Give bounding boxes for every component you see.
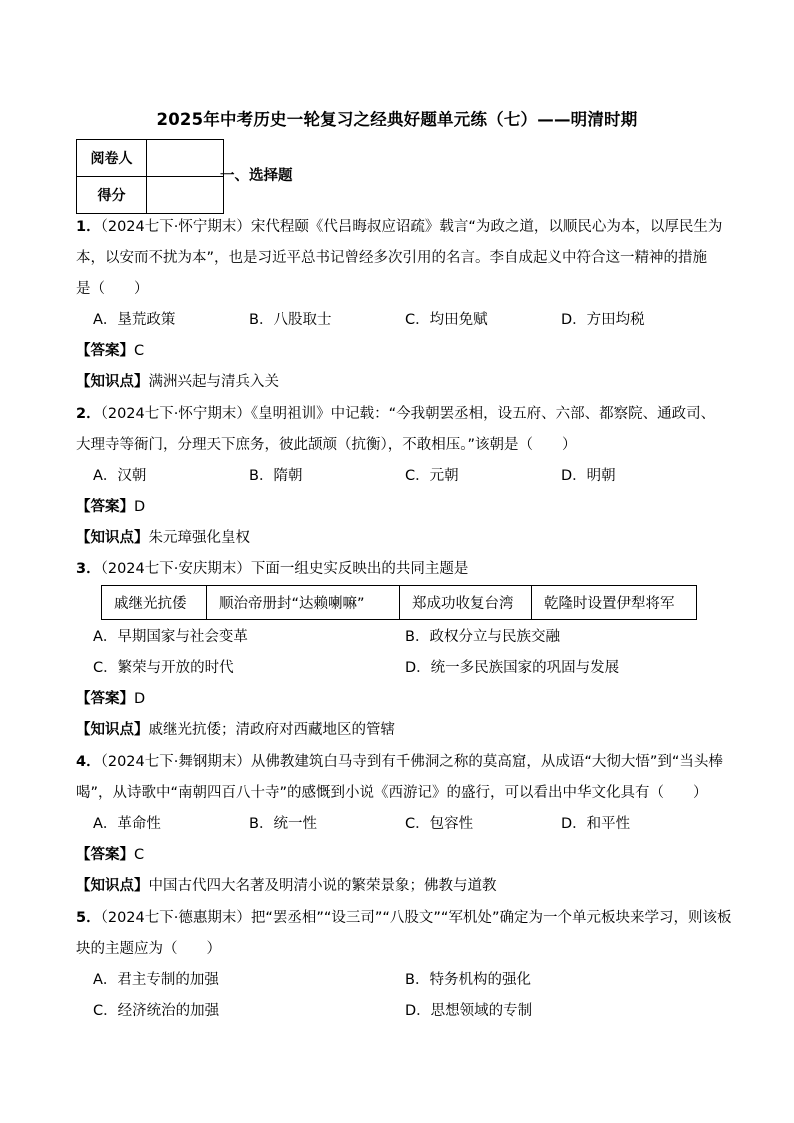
- question-2: [76, 404, 715, 424]
- question-source: （2024七下·怀宁期末）: [100, 219, 251, 235]
- question-number: 3．: [76, 561, 101, 577]
- option-b[interactable]: B．特务机构的强化: [405, 972, 531, 988]
- question-number: 2．: [76, 406, 101, 422]
- question-text: 下面一组史实反映出的共同主题是: [250, 561, 469, 577]
- knowledge-label: 【知识点】: [76, 374, 149, 390]
- option-b[interactable]: B．政权分立与民族交融: [405, 629, 560, 645]
- answer-value: C: [134, 343, 145, 359]
- option-c[interactable]: C．均田免赋: [405, 312, 488, 328]
- knowledge-value: 满洲兴起与清兵入关: [148, 374, 279, 390]
- knowledge-value: 中国古代四大名著及明清小说的繁荣景象；佛教与道教: [148, 878, 497, 894]
- table-cell: 郑成功收复台湾: [400, 586, 532, 620]
- grader-label: 阅卷人: [77, 140, 147, 177]
- question-source: （2024七下·舞钢期末）: [100, 754, 251, 770]
- option-c[interactable]: C．繁荣与开放的时代: [93, 660, 234, 676]
- option-d[interactable]: D．统一多民族国家的巩固与发展: [405, 660, 620, 676]
- option-a[interactable]: A．汉朝: [93, 468, 147, 484]
- option-a[interactable]: A．垦荒政策: [93, 312, 176, 328]
- question-text: 大理寺等衙门，分理天下庶务，彼此颉颃（抗衡），不敢相压。”该朝是（ ）: [76, 437, 577, 453]
- section-heading: 一、选择题: [220, 168, 293, 184]
- answer-line: [76, 845, 144, 865]
- answer-label: 【答案】: [76, 847, 134, 863]
- knowledge-label: 【知识点】: [76, 722, 149, 738]
- answer-line: [76, 341, 144, 361]
- knowledge-line: [76, 372, 279, 392]
- option-d[interactable]: D．和平性: [561, 816, 631, 832]
- answer-label: 【答案】: [76, 691, 134, 707]
- answer-value: D: [134, 499, 146, 515]
- answer-line: [76, 689, 145, 709]
- option-a[interactable]: A．早期国家与社会变革: [93, 629, 248, 645]
- question-source: （2024七下·德惠期末）: [100, 910, 251, 926]
- question-source: （2024七下·安庆期末）: [100, 561, 251, 577]
- question-source: （2024七下·怀宁期末）: [100, 406, 251, 422]
- answer-value: D: [134, 691, 146, 707]
- question-text: 块的主题应为（ ）: [76, 941, 221, 957]
- question-text: 喝”，从诗歌中“南朝四百八十寺”的感慨到小说《西游记》的盛行，可以看出中华文化具有（ ）: [76, 785, 708, 801]
- option-d[interactable]: D．思想领域的专制: [405, 1003, 533, 1019]
- option-a[interactable]: A．君主专制的加强: [93, 972, 219, 988]
- option-d[interactable]: D．方田均税: [561, 312, 645, 328]
- question-text: 《皇明祖训》中记载：“今我朝罢丞相，设五府、六部、都察院、通政司、: [250, 406, 716, 422]
- option-b[interactable]: B．八股取士: [249, 312, 332, 328]
- score-input-cell[interactable]: [147, 177, 224, 214]
- knowledge-line: [76, 876, 497, 896]
- knowledge-value: 朱元璋强化皇权: [148, 530, 250, 546]
- question-1: [76, 217, 722, 237]
- knowledge-label: 【知识点】: [76, 878, 149, 894]
- knowledge-line: [76, 528, 250, 548]
- grader-input-cell[interactable]: [147, 140, 224, 177]
- table-cell: 顺治帝册封“达赖喇嘛”: [207, 586, 400, 620]
- option-b[interactable]: B．隋朝: [249, 468, 303, 484]
- answer-label: 【答案】: [76, 343, 134, 359]
- table-cell: 戚继光抗倭: [102, 586, 207, 620]
- page-title: 2025年中考历史一轮复习之经典好题单元练（七）——明清时期: [156, 110, 638, 129]
- answer-line: [76, 497, 145, 517]
- table-cell: 乾隆时设置伊犁将军: [532, 586, 697, 620]
- answer-label: 【答案】: [76, 499, 134, 515]
- answer-value: C: [134, 847, 145, 863]
- question-3: [76, 559, 468, 579]
- option-c[interactable]: C．包容性: [405, 816, 474, 832]
- question-number: 1．: [76, 219, 101, 235]
- question-text: 把“罢丞相”“设三司”“八股文”“军机处”确定为一个单元板块来学习，则该板: [250, 910, 732, 926]
- question-number: 4．: [76, 754, 101, 770]
- knowledge-label: 【知识点】: [76, 530, 149, 546]
- option-d[interactable]: D．明朝: [561, 468, 616, 484]
- option-b[interactable]: B．统一性: [249, 816, 317, 832]
- history-facts-table: [101, 585, 697, 620]
- question-4: [76, 752, 723, 772]
- question-5: [76, 908, 731, 928]
- question-text: 是（ ）: [76, 281, 149, 297]
- option-a[interactable]: A．革命性: [93, 816, 161, 832]
- question-text: 从佛教建筑白马寺到有千佛洞之称的莫高窟，从成语“大彻大悟”到“当头棒: [250, 754, 723, 770]
- option-c[interactable]: C．元朝: [405, 468, 459, 484]
- grader-table: [76, 139, 224, 214]
- knowledge-value: 戚继光抗倭；清政府对西藏地区的管辖: [148, 722, 395, 738]
- question-text: 宋代程颐《代吕晦叔应诏疏》载言“为政之道，以顺民心为本，以厚民生为: [250, 219, 723, 235]
- question-number: 5．: [76, 910, 101, 926]
- score-label: 得分: [77, 177, 147, 214]
- option-c[interactable]: C．经济统治的加强: [93, 1003, 220, 1019]
- knowledge-line: [76, 720, 395, 740]
- question-text: 本，以安而不扰为本”，也是习近平总书记曾经多次引用的名言。李自成起义中符合这一精神的措施: [76, 250, 708, 266]
